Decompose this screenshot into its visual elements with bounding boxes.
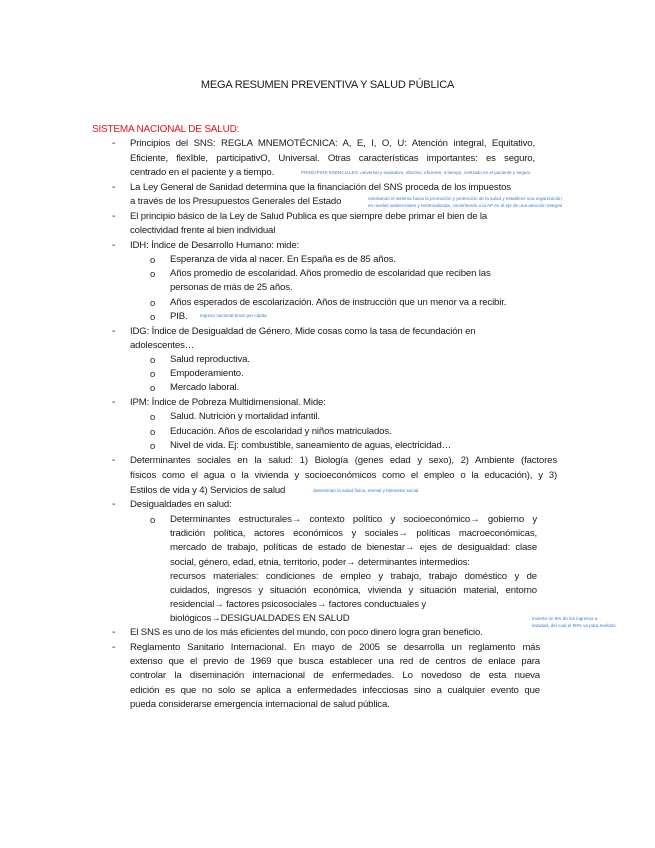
- text-line: mercado de trabajo, políticas de estado de bienestar→ ejes de desigualdad: clase: [170, 542, 537, 553]
- margin-note: en niveles asistenciales y territorializada, convirtiendo a la AP en el eje de una atención integral: [368, 203, 562, 208]
- text-line: El principio básico de la Ley de Salud Publica es que siempre debe primar el bien de la: [130, 211, 488, 222]
- text-line: social, género, edad, etnia, territorio, poder→ determinantes intermedios:: [170, 557, 470, 568]
- margin-note: PRINCIPIOS ESENCIALES: universal y equitativo, efectivo, eficiente, a tiempo, centrado en el paciente y seguro: [301, 170, 531, 175]
- section-heading: SISTEMA NACIONAL DE SALUD:: [92, 124, 240, 135]
- margin-note: Invierte un 6% de los ingresos a: [532, 616, 598, 621]
- circle-bullet: o: [150, 297, 156, 308]
- dash-bullet: -: [112, 642, 116, 653]
- circle-bullet: o: [150, 426, 156, 437]
- text-line: IPM: Índice de Pobreza Multidimensional. Mide:: [130, 397, 326, 408]
- text-line: Esperanza de vida al nacer. En España es de 85 años.: [170, 254, 396, 265]
- text-line: pueda considerarse emergencia internacional de salud pública.: [130, 699, 390, 710]
- dash-bullet: -: [112, 240, 116, 251]
- text-line: Salud. Nutrición y mortalidad infantil.: [170, 411, 320, 422]
- circle-bullet: o: [150, 354, 156, 365]
- text-line: Determinantes sociales en la salud: 1) Biología (genes edad y sexo), 2) Ambiente (factores: [130, 455, 557, 466]
- circle-bullet: o: [150, 311, 156, 322]
- dash-bullet: -: [112, 397, 116, 408]
- text-line: Estilos de vida y 4) Servicios de salud: [130, 485, 286, 496]
- text-line: adolescentes…: [130, 340, 195, 351]
- text-line: Nivel de vida. Ej: combustible, saneamiento de aguas, electricidad…: [170, 440, 452, 451]
- text-line: personas de más de 25 años.: [170, 282, 293, 293]
- text-line: Reglamento Sanitario Internacional. En mayo de 2005 se desarrolla un reglamento más: [130, 642, 540, 653]
- text-line: Años esperados de escolarización. Años de instrucción que un menor va a recibir.: [170, 297, 507, 308]
- circle-bullet: o: [150, 514, 156, 525]
- text-line: cuidados, ingresos y situación económica, vivienda y situación material, entorno: [170, 585, 537, 596]
- dash-bullet: -: [112, 211, 116, 222]
- text-line: Determinantes estructurales→ contexto político y socioeconómico→ gobierno y: [170, 514, 537, 525]
- text-line: colectividad frente al bien individual: [130, 225, 276, 236]
- text-line: La Ley General de Sanidad determina que la financiación del SNS proceda de los impuestos: [130, 182, 511, 193]
- page-title: MEGA RESUMEN PREVENTIVA Y SALUD PÚBLICA: [200, 79, 455, 91]
- text-line: IDH: Índice de Desarrollo Humano: mide:: [130, 240, 300, 251]
- circle-bullet: o: [150, 368, 156, 379]
- text-line: Años promedio de escolaridad. Años promedio de escolaridad que reciben las: [170, 268, 491, 279]
- text-line: PIB.: [170, 311, 188, 322]
- text-line: Salud reproductiva.: [170, 354, 250, 365]
- dash-bullet: -: [112, 499, 116, 510]
- text-line: controlar la diseminación internacional de enfermedades. Lo novedoso de esta nueva: [130, 670, 540, 681]
- text-line: Empoderamiento.: [170, 368, 244, 379]
- dash-bullet: -: [112, 182, 116, 193]
- dash-bullet: -: [112, 326, 116, 337]
- dash-bullet: -: [112, 627, 116, 638]
- text-line: extenso que el previo de 1969 que busca establecer una red de centros de enlace para: [130, 656, 540, 667]
- text-line: físicos como el agua o la vivienda y socioeconómicos como el empleo o la educación), y 3): [130, 470, 557, 481]
- circle-bullet: o: [150, 382, 156, 393]
- text-line: residencial→ factores psicosociales→ factores conductuales y: [170, 599, 427, 610]
- text-line: Mercado laboral.: [170, 382, 240, 393]
- circle-bullet: o: [150, 268, 156, 279]
- text-line: recursos materiales: condiciones de empleo y trabajo, trabajo doméstico y de: [170, 571, 537, 582]
- dash-bullet: -: [112, 138, 116, 149]
- margin-note: determinan la salud física, mental y bienestar social: [313, 488, 419, 493]
- text-line: Educación. Años de escolaridad y niños matriculados.: [170, 426, 392, 437]
- circle-bullet: o: [150, 411, 156, 422]
- text-line: centrado en el paciente y a tiempo.: [130, 167, 275, 178]
- text-line: edición es que no solo se aplica a enfermedades infecciosas sino a cualquier evento que: [130, 685, 540, 696]
- text-line: a través de los Presupuestos Generales del Estado: [130, 196, 342, 207]
- text-line: Eficiente, flexIble, participativO, Universal. Otras características importantes: es seguro,: [130, 153, 535, 164]
- text-line: biológicos→DESIGUALDADES EN SALUD: [170, 613, 350, 624]
- text-line: Principios del SNS: REGLA MNEMOTÉCNICA: A, E, I, O, U: Atención integral, Equitativo,: [130, 138, 535, 149]
- margin-note: sanidad, del cual el 80% va para sueldos: [532, 623, 616, 628]
- circle-bullet: o: [150, 440, 156, 451]
- text-line: El SNS es uno de los más eficientes del mundo, con poco dinero logra gran beneficio.: [130, 627, 483, 638]
- margin-note: orientando el sistema hacia la promoción y protección de la salud y establece una organización: [368, 196, 562, 201]
- dash-bullet: -: [112, 455, 116, 466]
- text-line: IDG: Índice de Desigualdad de Género. Mide cosas como la tasa de fecundación en: [130, 326, 476, 337]
- circle-bullet: o: [150, 254, 156, 265]
- text-line: Desigualdades en salud:: [130, 499, 232, 510]
- text-line: tradición política, actores económicos y sociales→ políticas macroeconómicas,: [170, 528, 537, 539]
- margin-note: ingreso nacional bruto per cápita: [200, 313, 267, 318]
